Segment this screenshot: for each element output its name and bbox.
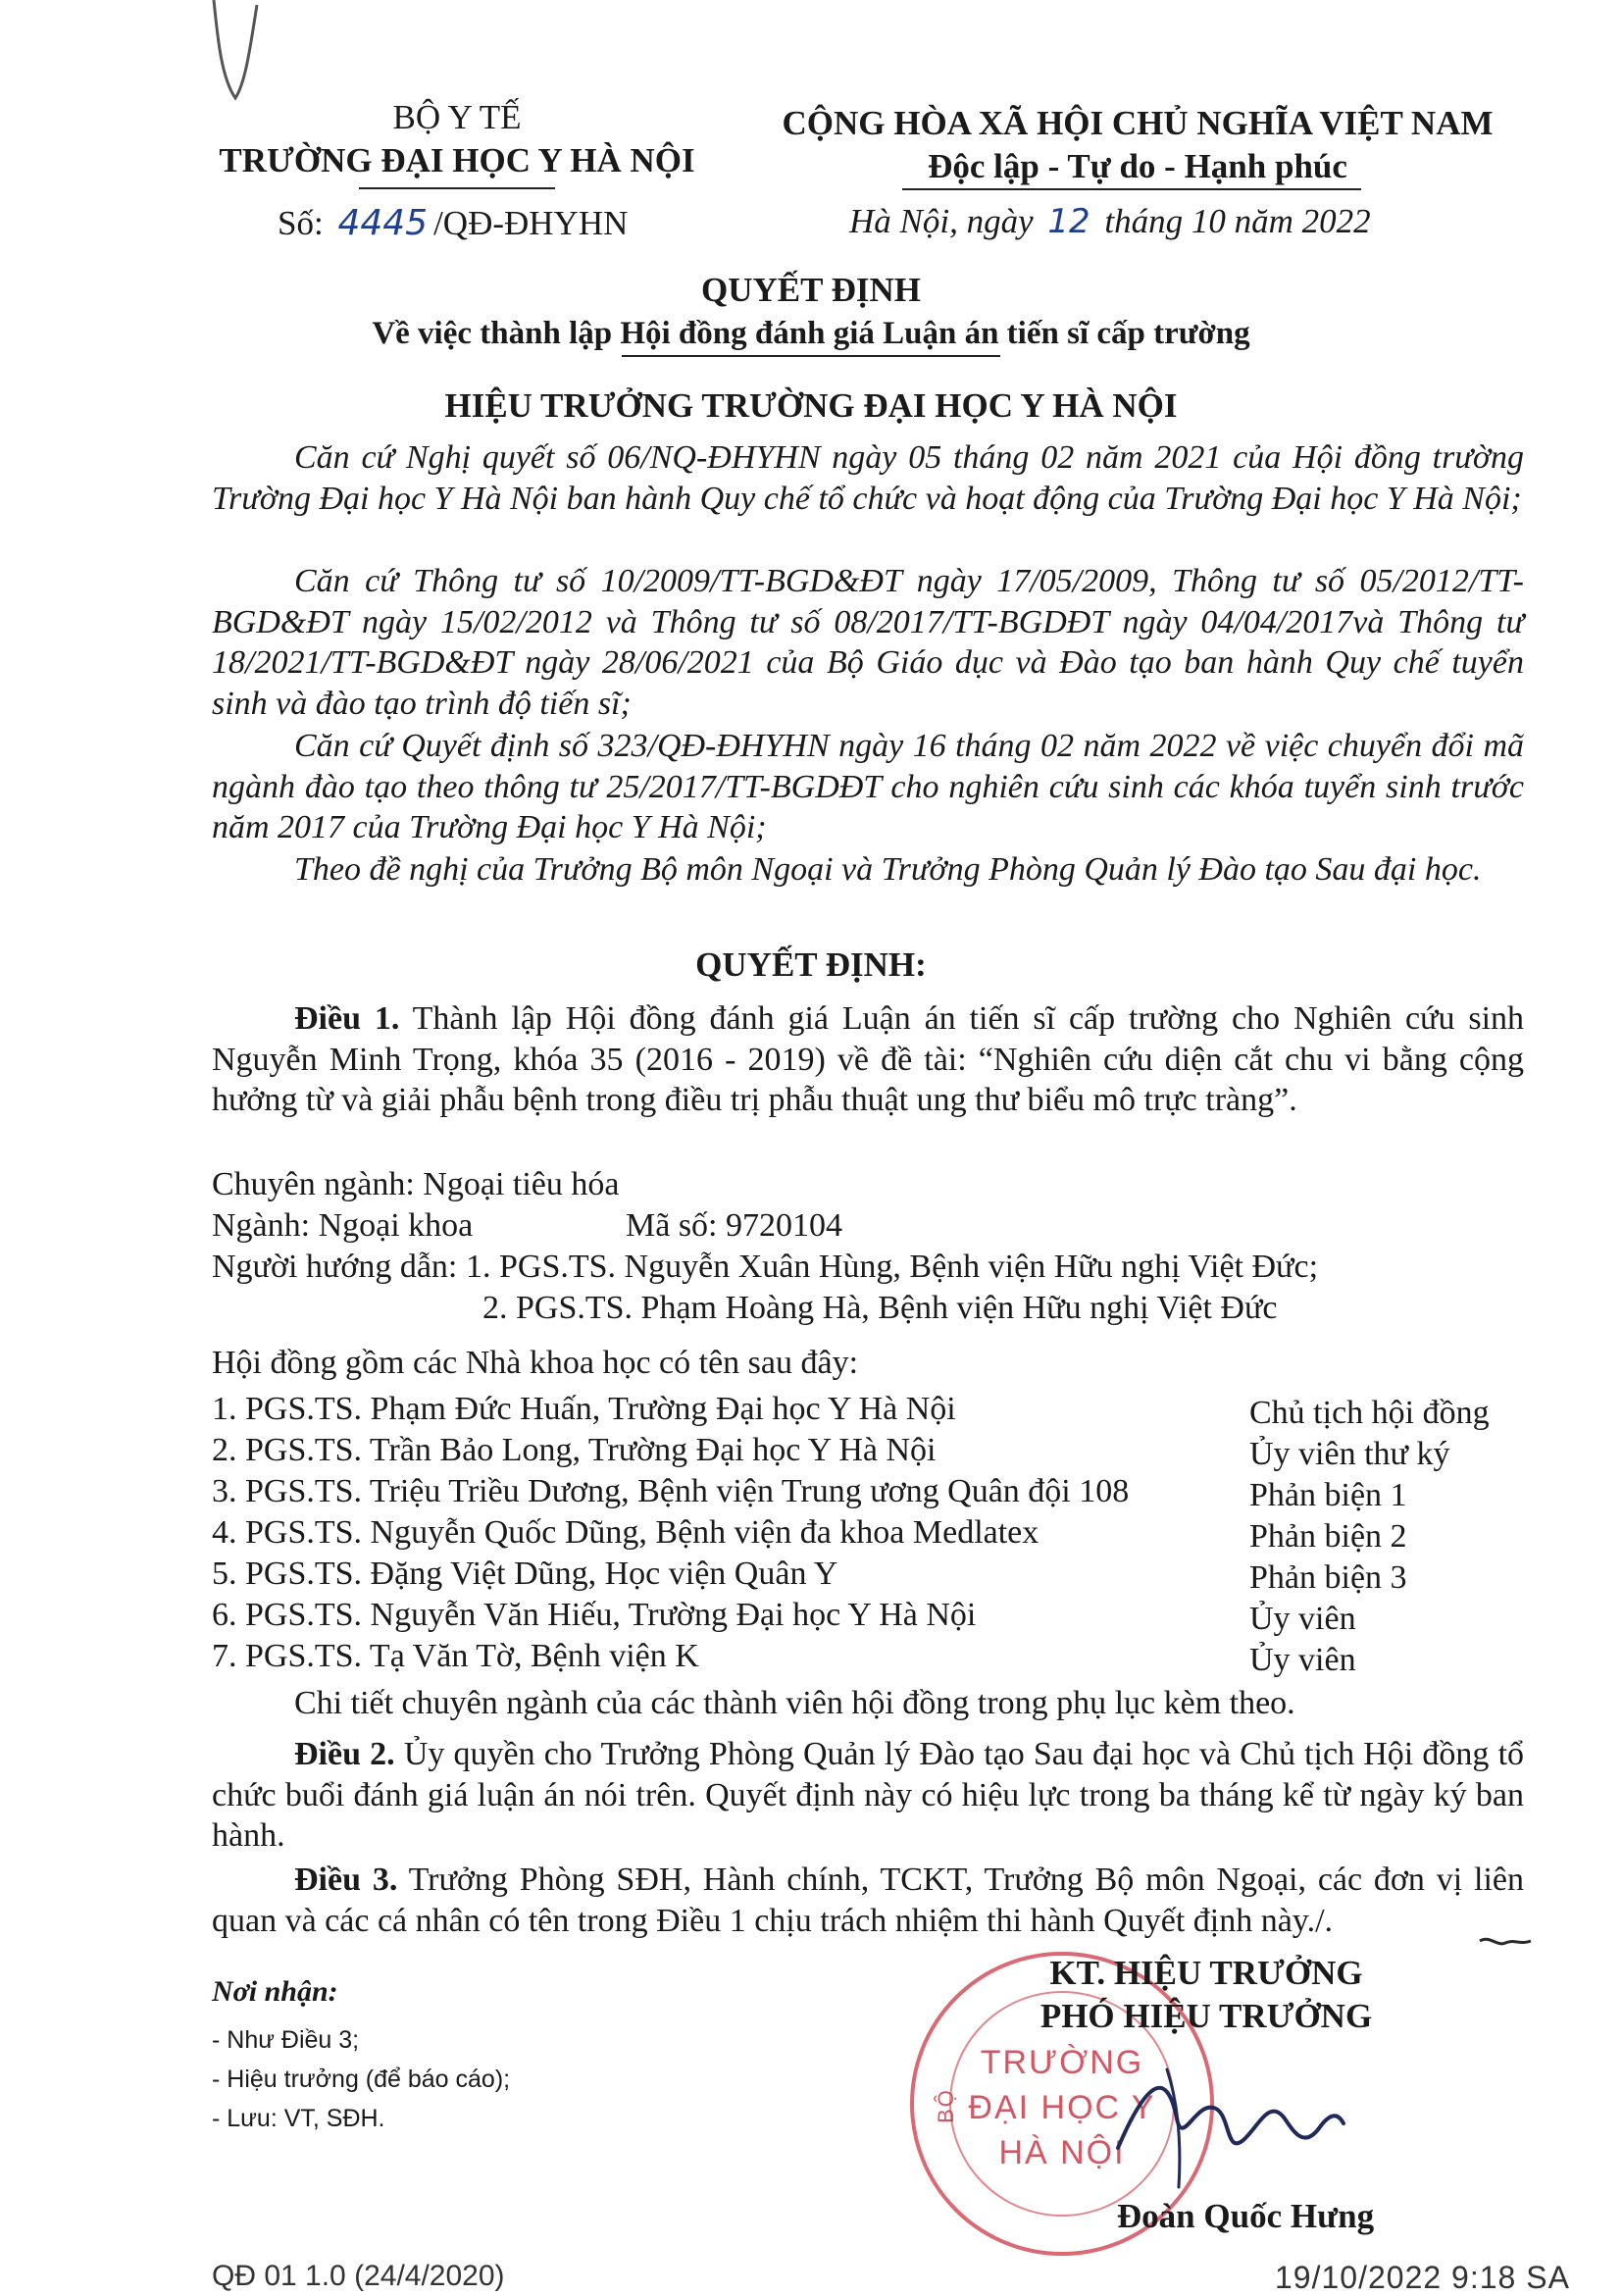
article-3	[212, 1860, 1524, 1941]
article-1-label: Điều 1.	[294, 1000, 400, 1037]
document-title: QUYẾT ĐỊNH	[701, 271, 921, 309]
article-3-text: Trưởng Phòng SĐH, Hành chính, TCKT, Trưởng Bộ môn Ngoại, các đơn vị liên quan và các cá nhân có tên trong Điều 1 chịu trách nhiệm thi hành Quyết định này./.	[212, 1862, 1524, 1939]
issue-date: Hà Nội, ngày 12 tháng 10 năm 2022	[849, 202, 1371, 241]
basis-2: Căn cứ Thông tư số 10/2009/TT-BGD&ĐT ngày 17/05/2009, Thông tư số 05/2012/TT-BGD&ĐT ngày 15/02/2012 và Thông tư số 08/2017/TT-BGDĐT ngày 04/04/2017và Thông tư 18/2021/TT-BGD&ĐT ngày 28/06/2021 của Bộ Giáo dục và Đào tạo ban hành Quy chế tuyển sinh và đào tạo trình độ tiến sĩ;	[212, 563, 1524, 722]
signer-name: Đoàn Quốc Hưng	[1116, 2197, 1375, 2235]
recipients-list	[212, 2020, 510, 2138]
university-name: TRƯỜNG ĐẠI HỌC Y HÀ NỘI	[219, 141, 695, 179]
field: Ngành: Ngoại khoa	[212, 1207, 474, 1244]
member-role: Ủy viên	[1249, 1601, 1356, 1637]
article-2-label: Điều 2.	[294, 1736, 395, 1772]
article-1	[212, 998, 1524, 1121]
decision-heading: QUYẾT ĐỊNH:	[695, 945, 927, 984]
recipient-item: - Lưu: VT, SĐH.	[212, 2105, 385, 2132]
recipient-item: - Như Điều 3;	[212, 2026, 360, 2054]
member-name: 1. PGS.TS. Phạm Đức Huấn, Trường Đại học Y Hà Nội	[212, 1391, 956, 1427]
appendix-note: Chi tiết chuyên ngành của các thành viên hội đồng trong phụ lục kèm theo.	[294, 1685, 1295, 1721]
member-name: 2. PGS.TS. Trần Bảo Long, Trường Đại học Y Hà Nội	[212, 1432, 937, 1468]
recipients-heading: Nơi nhận:	[212, 1975, 338, 2008]
date-day-handwritten: 12	[1047, 202, 1090, 241]
official-stamp: TRƯỜNG ĐẠI HỌC Y HÀ NỘI BỘ	[910, 1952, 1214, 2256]
member-name: 3. PGS.TS. Triệu Triều Dương, Bệnh viện Trung ương Quân đội 108	[212, 1473, 1130, 1509]
signature-line-2: PHÓ HIỆU TRƯỞNG	[1039, 1997, 1373, 2035]
advisor-2: 2. PGS.TS. Phạm Hoàng Hà, Bệnh viện Hữu nghị Việt Đức	[482, 1290, 1278, 1326]
member-role: Ủy viên thư ký	[1249, 1436, 1450, 1472]
authority-title: HIỆU TRƯỞNG TRƯỜNG ĐẠI HỌC Y HÀ NỘI	[444, 386, 1178, 425]
national-motto: Độc lập - Tự do - Hạnh phúc	[928, 147, 1347, 185]
ministry-name: BỘ Y TẾ	[392, 98, 522, 136]
recipient-item: - Hiệu trưởng (để báo cáo);	[212, 2066, 511, 2093]
document-subject: Về việc thành lập Hội đồng đánh giá Luận án tiến sĩ cấp trường	[372, 316, 1250, 351]
motto-underline	[902, 188, 1361, 190]
member-name: 7. PGS.TS. Tạ Văn Tờ, Bệnh viện K	[212, 1638, 699, 1674]
handwritten-tick	[1476, 1927, 1535, 1957]
document-number: Số: 4445 /QĐ-ĐHYHN	[278, 203, 629, 243]
article-1-text: Thành lập Hội đồng đánh giá Luận án tiến sĩ cấp trường cho Nghiên cứu sinh Nguyễn Minh Trọng, khóa 35 (2016 - 2019) về đề tài: “Nghiên cứu diện cắt chu vi bằng cộng hưởng từ và giải phẫu bệnh trong điều trị phẫu thuật ung thư biểu mô trực tràng”.	[212, 1000, 1525, 1118]
article-2-text: Ủy quyền cho Trưởng Phòng Quản lý Đào tạo Sau đại học và Chủ tịch Hội đồng tổ chức buổi đánh giá luận án nói trên. Quyết định này có hiệu lực trong ba tháng kể từ ngày ký ban hành.	[212, 1736, 1525, 1854]
member-role: Phản biện 2	[1249, 1518, 1407, 1555]
article-2	[212, 1734, 1524, 1857]
basis-1: Căn cứ Nghị quyết số 06/NQ-ĐHYHN ngày 05 tháng 02 năm 2021 của Hội đồng trường Trường Đại học Y Hà Nội ban hành Quy chế tổ chức và hoạt động của Trường Đại học Y Hà Nội;	[212, 439, 1524, 517]
handwritten-signature	[1108, 2040, 1353, 2197]
member-role: Phản biện 3	[1249, 1559, 1407, 1596]
article-3-label: Điều 3.	[294, 1862, 398, 1898]
member-role: Ủy viên	[1249, 1642, 1356, 1678]
country-name: CỘNG HÒA XÃ HỘI CHỦ NGHĨA VIỆT NAM	[782, 104, 1494, 142]
advisor-label: Người hướng dẫn:	[212, 1249, 458, 1285]
number-handwritten: 4445	[337, 203, 429, 243]
member-name: 5. PGS.TS. Đặng Việt Dũng, Học viện Quân Y	[212, 1556, 838, 1592]
form-code: QĐ 01 1.0 (24/4/2020)	[212, 2260, 505, 2292]
scan-timestamp: 19/10/2022 9:18 SA	[1275, 2260, 1570, 2295]
signature-line-1: KT. HIỆU TRƯỞNG	[1049, 1954, 1363, 1992]
basis-4: Theo đề nghị của Trưởng Bộ môn Ngoại và Trưởng Phòng Quản lý Đào tạo Sau đại học.	[294, 851, 1482, 888]
member-role: Chủ tịch hội đồng	[1249, 1395, 1490, 1431]
member-role: Phản biện 1	[1249, 1477, 1407, 1513]
field-code: Mã số: 9720104	[626, 1207, 842, 1244]
subject-underline	[622, 355, 1000, 357]
council-intro: Hội đồng gồm các Nhà khoa học có tên sau đây:	[212, 1345, 859, 1381]
advisor-1: 1. PGS.TS. Nguyễn Xuân Hùng, Bệnh viện Hữu nghị Việt Đức;	[466, 1249, 1319, 1285]
basis-3: Căn cứ Quyết định số 323/QĐ-ĐHYHN ngày 16 tháng 02 năm 2022 về việc chuyển đổi mã ngành đào tạo theo thông tư 25/2017/TT-BGDĐT cho nghiên cứu sinh các khóa tuyển sinh trước năm 2017 của Trường Đại học Y Hà Nội;	[212, 728, 1524, 845]
member-name: 6. PGS.TS. Nguyễn Văn Hiếu, Trường Đại học Y Hà Nội	[212, 1597, 977, 1633]
member-name: 4. PGS.TS. Nguyễn Quốc Dũng, Bệnh viện đa khoa Medlatex	[212, 1514, 1039, 1551]
header-left-underline	[359, 187, 555, 189]
specialty: Chuyên ngành: Ngoại tiêu hóa	[212, 1166, 620, 1202]
